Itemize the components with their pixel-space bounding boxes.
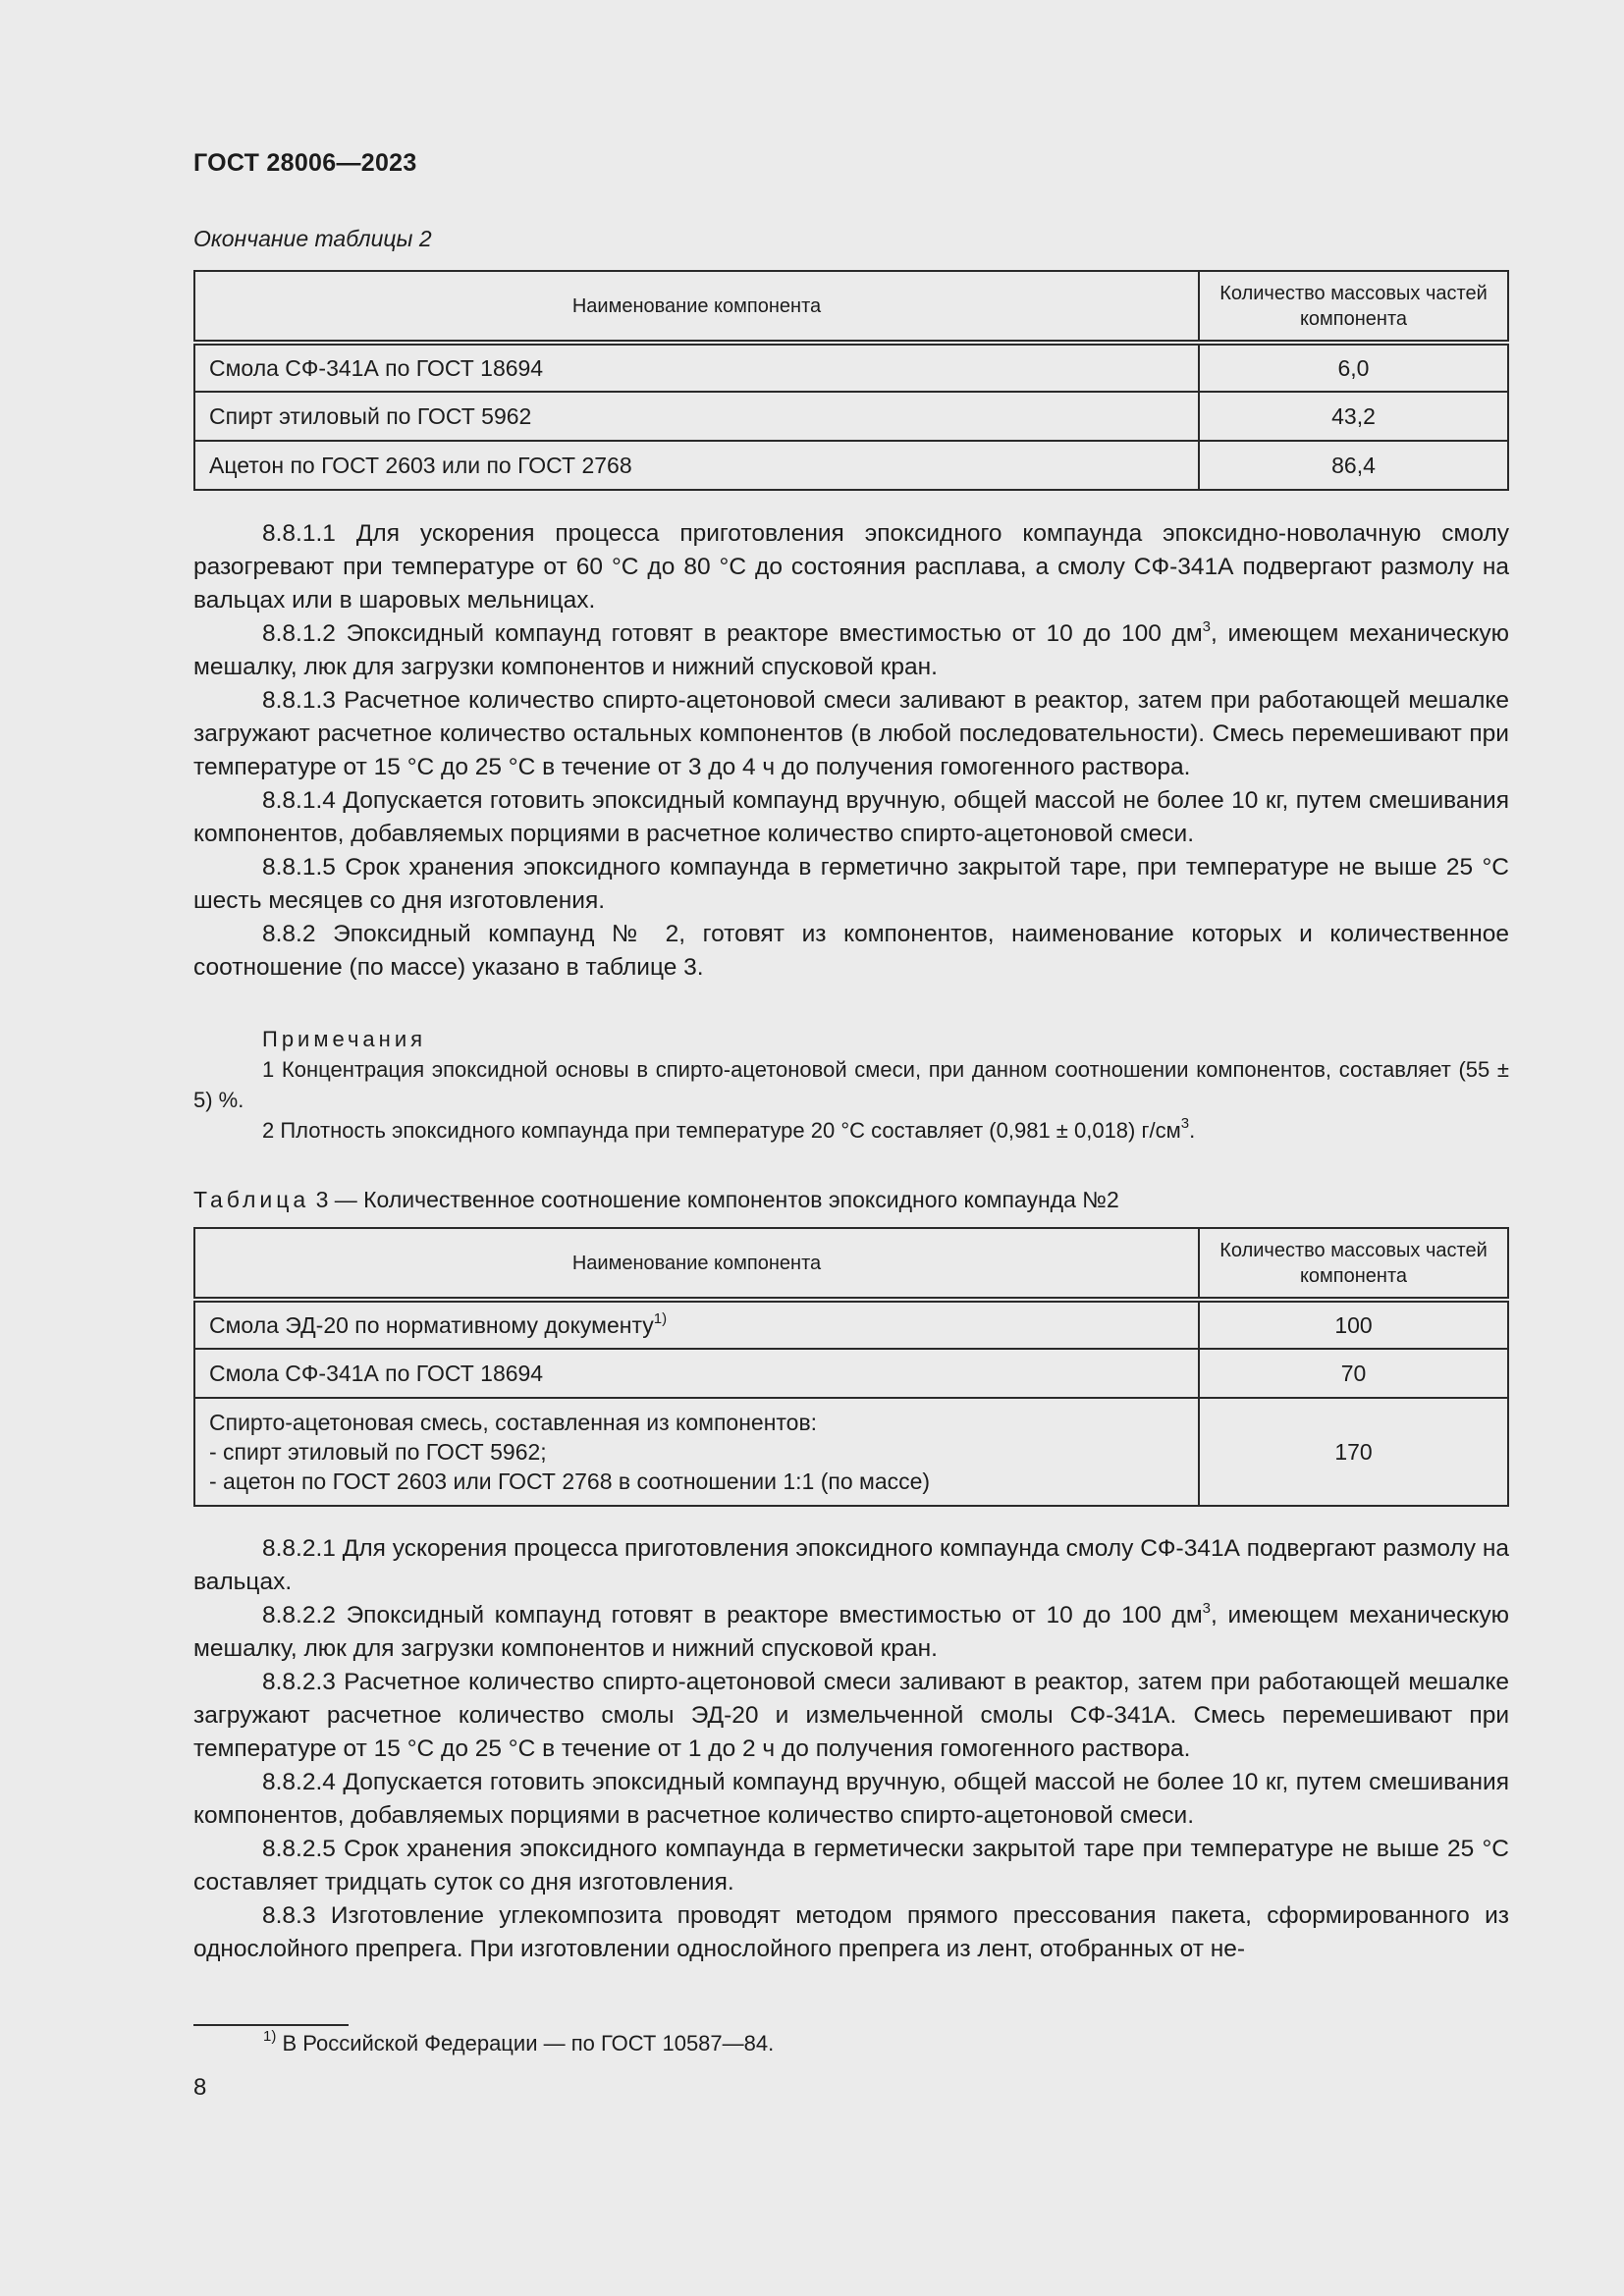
section-8-8-2-text (193, 1532, 1509, 1966)
table-title: 3 — Количественное соотношение компонентов эпоксидного компаунда №2 (315, 1187, 1119, 1212)
quantity-cell: 100 (1199, 1300, 1508, 1349)
paragraph-8-8-2-5: 8.8.2.5 Срок хранения эпоксидного компаунда в герметически закрытой таре при температуре не выше 25 °С составляет тридцать суток со дня изготовления. (193, 1836, 1509, 1896)
component-line: - ацетон по ГОСТ 2603 или ГОСТ 2768 в соотношении 1:1 (по массе) (209, 1468, 931, 1494)
paragraph-8-8-2-2 (193, 1599, 1509, 1666)
table-header-row (194, 1228, 1508, 1300)
quantity-cell: 6,0 (1199, 343, 1508, 392)
notes-block (193, 1024, 1509, 1146)
note-text: 2 Плотность эпоксидного компаунда при температуре 20 °С составляет (0,981 ± 0,018) г/см (262, 1118, 1181, 1143)
column-header-quantity: Количество массовых частей компонента (1199, 1228, 1508, 1300)
superscript: 3 (1202, 618, 1212, 635)
footnote-separator (193, 2024, 349, 2026)
paragraph-text: 8.8.1.2 Эпоксидный компаунд готовят в реакторе вместимостью от 10 до 100 дм (262, 620, 1203, 647)
paragraph-8-8-1-5: 8.8.1.5 Срок хранения эпоксидного компаунда в герметично закрытой таре, при температуре не выше 25 °С шесть месяцев со дня изготовления. (193, 854, 1509, 914)
document-code-header: ГОСТ 28006—2023 (193, 149, 417, 177)
quantity-cell: 170 (1199, 1398, 1508, 1506)
paragraph-8-8-2-3: 8.8.2.3 Расчетное количество спирто-ацетоновой смеси заливают в реактор, затем при работающей мешалке загружают расчетное количество смолы ЭД-20 и измельченной смолы СФ-341А. Смесь перемешивают при температуре от 15 °С до 25 °С в течение от 1 до 2 ч до получения гомогенного раствора. (193, 1669, 1509, 1762)
component-name-cell: Смола СФ-341А по ГОСТ 18694 (194, 343, 1199, 392)
table-3 (193, 1227, 1509, 1507)
paragraph-text: , имеющем механическую мешалку, люк для загрузки компонентов и нижний спусковой кран. (193, 620, 1509, 680)
paragraph-8-8-1-3: 8.8.1.3 Расчетное количество спирто-ацетоновой смеси заливают в реактор, затем при работающей мешалке загружают расчетное количество остальных компонентов (в любой последовательности). Смесь перемешивают при температуре от 15 °С до 25 °С в течение от 3 до 4 ч до получения гомогенного раствора. (193, 687, 1509, 780)
quantity-cell: 70 (1199, 1349, 1508, 1398)
note-1: 1 Концентрация эпоксидной основы в спирто-ацетоновой смеси, при данном соотношении компонентов, составляет (55 ± 5) %. (193, 1057, 1509, 1112)
footnote-mark: 1) (263, 2028, 277, 2045)
component-name-cell: Ацетон по ГОСТ 2603 или по ГОСТ 2768 (194, 441, 1199, 490)
table2-continuation-caption: Окончание таблицы 2 (193, 226, 432, 251)
quantity-cell: 43,2 (1199, 392, 1508, 441)
notes-title-text: Примечания (262, 1027, 427, 1051)
column-header-name: Наименование компонента (194, 271, 1199, 343)
component-name-cell: Смола СФ-341А по ГОСТ 18694 (194, 1349, 1199, 1398)
page-number: 8 (193, 2074, 207, 2101)
component-line: - спирт этиловый по ГОСТ 5962; (209, 1439, 547, 1465)
paragraph-8-8-1-2 (193, 617, 1509, 684)
note-text: . (1189, 1118, 1196, 1143)
table-row (194, 392, 1508, 441)
component-name-cell (194, 1398, 1199, 1506)
component-name: Смола ЭД-20 по нормативному документу (209, 1311, 654, 1338)
column-header-quantity: Количество массовых частей компонента (1199, 271, 1508, 343)
table-header-row (194, 271, 1508, 343)
table-2 (193, 270, 1509, 491)
paragraph-8-8-3: 8.8.3 Изготовление углекомпозита проводят методом прямого прессования пакета, сформированного из однослойного препрега. При изготовлении однослойного препрега из лент, отобранных от не- (193, 1902, 1509, 1962)
note-2 (193, 1115, 1509, 1146)
paragraph-8-8-2: 8.8.2 Эпоксидный компаунд № 2, готовят из компонентов, наименование которых и количественное соотношение (по массе) указано в таблице 3. (193, 921, 1509, 981)
component-name-cell: Спирт этиловый по ГОСТ 5962 (194, 392, 1199, 441)
superscript: 3 (1180, 1115, 1190, 1132)
table-row (194, 1398, 1508, 1506)
paragraph-text: , имеющем механическую мешалку, люк для загрузки компонентов и нижний спусковой кран. (193, 1602, 1509, 1662)
superscript: 3 (1202, 1600, 1212, 1617)
footnote (263, 2028, 775, 2056)
paragraph-8-8-2-1: 8.8.2.1 Для ускорения процесса приготовления эпоксидного компаунда смолу СФ-341А подвергают размолу на вальцах. (193, 1535, 1509, 1595)
component-name-cell (194, 1300, 1199, 1349)
paragraph-text: 8.8.2.2 Эпоксидный компаунд готовят в реакторе вместимостью от 10 до 100 дм (262, 1602, 1203, 1629)
table-row (194, 1300, 1508, 1349)
footnote-text: В Российской Федерации — по ГОСТ 10587—84. (282, 2031, 775, 2056)
paragraph-8-8-1-4: 8.8.1.4 Допускается готовить эпоксидный компаунд вручную, общей массой не более 10 кг, путем смешивания компонентов, добавляемых порциями в расчетное количество спирто-ацетоновой смеси. (193, 787, 1509, 847)
component-line: Спирто-ацетоновая смесь, составленная из компонентов: (209, 1410, 818, 1435)
paragraph-8-8-2-4: 8.8.2.4 Допускается готовить эпоксидный компаунд вручную, общей массой не более 10 кг, путем смешивания компонентов, добавляемых порциями в расчетное количество спирто-ацетоновой смеси. (193, 1769, 1509, 1829)
section-8-8-1-text (193, 517, 1509, 985)
table3-caption (193, 1187, 1119, 1213)
quantity-cell: 86,4 (1199, 441, 1508, 490)
notes-title (193, 1024, 1509, 1054)
table-label: Таблица (193, 1187, 310, 1212)
table-row (194, 343, 1508, 392)
footnote-reference: 1) (653, 1309, 668, 1327)
column-header-name: Наименование компонента (194, 1228, 1199, 1300)
table-row (194, 441, 1508, 490)
table-row (194, 1349, 1508, 1398)
paragraph-8-8-1-1: 8.8.1.1 Для ускорения процесса приготовления эпоксидного компаунда эпоксидно-новолачную смолу разогревают при температуре от 60 °С до 80 °С до состояния расплава, а смолу СФ-341А подвергают размолу на вальцах или в шаровых мельницах. (193, 520, 1509, 614)
